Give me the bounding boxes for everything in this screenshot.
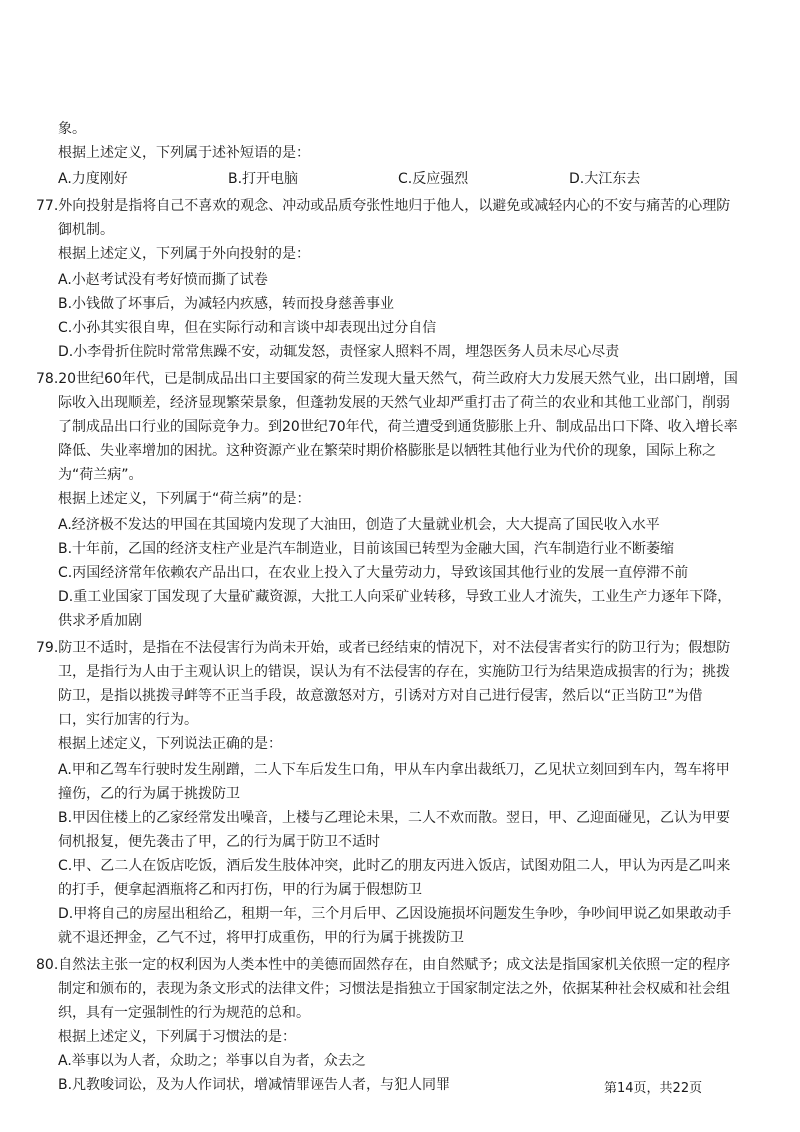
q80-stem-line: 80.自然法主张一定的权利因为人类本性中的美德而固然存在，由自然赋予；成文法是指国家机关依照一定的程序: [36, 957, 731, 973]
q79-option-b: B.甲因住楼上的乙家经常发出噪音，上楼与乙理论未果，二人不欢而散。翌日，甲、乙迎面碰见，乙认为甲要: [58, 810, 731, 826]
q78-stem-line: 为“荷兰病”。: [58, 467, 143, 483]
q78-stem-line: 了制成品出口行业的国际竞争力。到20世纪70年代，荷兰遭受到通货膨胀上升、制成品出口下降、收入增长率: [58, 419, 738, 435]
q79-stem-line: 卫，是指行为人由于主观认识上的错误，误认为有不法侵害的存在，实施防卫行为结果造成损害的行为；挑拨: [58, 664, 730, 680]
q78-stem-line: 际收入出现顺差，经济显现繁荣景象，但蓬勃发展的天然气业却严重打击了荷兰的农业和其他工业部门，削弱: [58, 395, 730, 411]
q76-option-d: D.大江东去: [569, 171, 641, 187]
q76-prompt: 根据上述定义，下列属于述补短语的是：: [58, 145, 310, 161]
q79-option-d: D.甲将自己的房屋出租给乙，租期一年，三个月后甲、乙因设施损坏问题发生争吵，争吵间甲说乙如果敢动手: [58, 906, 732, 922]
q77-prompt: 根据上述定义，下列属于外向投射的是：: [58, 246, 310, 262]
q77-option-a: A.小赵考试没有考好愤而撕了试卷: [58, 272, 268, 288]
q77-option-b: B.小钱做了坏事后，为减轻内疚感，转而投身慈善事业: [58, 296, 395, 312]
q76-option-c: C.反应强烈: [398, 171, 469, 187]
q79-prompt: 根据上述定义，下列说法正确的是：: [58, 736, 282, 752]
q77-stem-line: 77.外向投射是指将自己不喜欢的观念、冲动或品质夸张性地归于他人，以避免或减轻内心的不安与痛苦的心理防: [36, 198, 731, 214]
q80-prompt: 根据上述定义，下列属于习惯法的是：: [58, 1029, 296, 1045]
q79-option-b-cont: 伺机报复，便先袭击了甲，乙的行为属于防卫不适时: [58, 834, 380, 850]
q78-stem-line: 78.20世纪60年代，已是制成品出口主要国家的荷兰发现大量天然气，荷兰政府大力发展天然气业，出口剧增，国: [36, 371, 738, 387]
q76-option-b: B.打开电脑: [228, 171, 299, 187]
q78-stem-line: 降低、失业率增加的困扰。这种资源产业在繁荣时期价格膨胀是以牺牲其他行业为代价的现象，国际上称之: [58, 443, 716, 459]
q77-option-d: D.小李骨折住院时常常焦躁不安，动辄发怒，责怪家人照料不周，埋怨医务人员未尽心尽责: [58, 344, 620, 360]
q79-stem-line: 79.防卫不适时，是指在不法侵害行为尚未开始，或者已经结束的情况下，对不法侵害者实行的防卫行为；假想防: [36, 640, 731, 656]
q78-option-a: A.经济极不发达的甲国在其国境内发现了大油田，创造了大量就业机会，大大提高了国民收入水平: [58, 517, 660, 533]
q78-option-b: B.十年前，乙国的经济支柱产业是汽车制造业，目前该国已转型为金融大国，汽车制造行业不断萎缩: [58, 541, 675, 557]
page-number: 第14页，共22页: [604, 1081, 703, 1096]
q78-option-d-cont: 供求矛盾加剧: [58, 613, 142, 629]
q80-stem-line: 制定和颁布的，表现为条文形式的法律文件；习惯法是指独立于国家制定法之外，依据某种社会权威和社会组: [58, 981, 730, 997]
q76-stem-cont: 象。: [58, 121, 86, 137]
q80-option-a: A.举事以为人者，众助之；举事以自为者，众去之: [58, 1053, 366, 1069]
q79-option-c-cont: 的打手，便拿起酒瓶将乙和丙打伤，甲的行为属于假想防卫: [58, 882, 422, 898]
q80-option-b: B.凡教唆词讼，及为人作词状，增减情罪诬告人者，与犯人同罪: [58, 1077, 451, 1093]
q80-stem-line: 织，具有一定强制性的行为规范的总和。: [58, 1005, 310, 1021]
q77-stem-line: 御机制。: [58, 222, 114, 238]
q78-option-d: D.重工业国家丁国发现了大量矿藏资源，大批工人向采矿业转移，导致工业人才流失，工业生产力逐年下降，: [58, 589, 732, 605]
q78-option-c: C.丙国经济常年依赖农产品出口，在农业上投入了大量劳动力，导致该国其他行业的发展一直停滞不前: [58, 565, 689, 581]
q79-option-a: A.甲和乙驾车行驶时发生剐蹭，二人下车后发生口角，甲从车内拿出裁纸刀，乙见状立刻回到车内，驾车将甲: [58, 762, 730, 778]
q77-option-c: C.小孙其实很自卑，但在实际行动和言谈中却表现出过分自信: [58, 320, 437, 336]
q79-stem-line: 防卫，是指以挑拨寻衅等不正当手段，故意激怒对方，引诱对方对自己进行侵害，然后以“正当防卫”为借: [58, 688, 703, 704]
q79-option-d-cont: 就不退还押金，乙气不过，将甲打成重伤，甲的行为属于挑拨防卫: [58, 930, 464, 946]
q79-stem-line: 口，实行加害的行为。: [58, 712, 198, 728]
q79-option-c: C.甲、乙二人在饭店吃饭，酒后发生肢体冲突，此时乙的朋友丙进入饭店，试图劝阻二人，甲认为丙是乙叫来: [58, 858, 731, 874]
q78-prompt: 根据上述定义，下列属于“荷兰病”的是：: [58, 491, 311, 507]
q76-option-a: A.力度刚好: [58, 171, 128, 187]
q79-option-a-cont: 撞伤，乙的行为属于挑拨防卫: [58, 786, 240, 802]
